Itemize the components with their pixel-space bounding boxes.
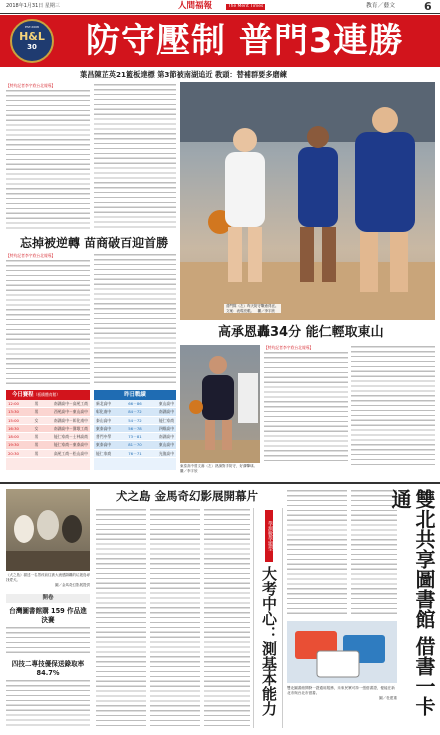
- story3-title: 高承恩轟34分 能仁輕取東山: [218, 325, 384, 340]
- story3-body-col2: [351, 345, 435, 465]
- schedule-today-header: [6, 390, 90, 400]
- schedule-today-row: [6, 450, 90, 458]
- story2-byline: 【特約記者李宇欣台北報導】: [6, 253, 56, 258]
- story3-body-col1: [264, 351, 348, 465]
- story1-body-col2: [94, 83, 176, 231]
- schedule-matchup: 高苑工商－松山高中: [53, 450, 88, 456]
- photo1-caption-text: 普門隊（左）昨天防守戰術得宜。: [226, 304, 279, 308]
- culture-body-col3: [204, 508, 250, 728]
- open-book-body1: [6, 626, 90, 656]
- result-home-team: 東泰高中: [96, 425, 112, 431]
- newspaper-logo: 人間福報: [178, 1, 213, 11]
- schedule-time: 18:00: [8, 434, 19, 440]
- newspaper-logo-en: The Merit Times: [228, 3, 264, 9]
- result-score: 66－86: [128, 400, 142, 406]
- schedule-matchup: 南湖高中－彰化南中: [53, 417, 88, 423]
- schedule-division: 男: [34, 450, 39, 456]
- page-number: 6: [424, 0, 432, 13]
- story3-byline: 【特約記者李宇欣台北報導】: [264, 345, 314, 350]
- library-cards-illustration: [287, 621, 397, 683]
- schedule-matchup: 西苑高中－東山高中: [53, 409, 88, 415]
- photo2-caption: [180, 464, 260, 474]
- result-home-team: 泰山高中: [96, 417, 112, 423]
- issue-date: 2018年1月31日 星期三: [6, 3, 60, 9]
- schedule-matchup: 南湖高中－鶯歌工商: [53, 425, 88, 431]
- schedule-time: 12:00: [8, 400, 19, 406]
- schedule-today-row: [6, 425, 90, 433]
- story2-body-col2: [94, 253, 176, 384]
- results-yesterday-table: [94, 390, 176, 470]
- exam-tag: 學測數學題型: [265, 510, 273, 562]
- photo3-caption: [287, 686, 397, 701]
- result-away-team: 光復高中: [158, 450, 174, 456]
- culture-title: 犬之島 金馬奇幻影展開幕片: [116, 489, 259, 503]
- culture-photo-credit: 圖／金馬奇幻影展提供: [55, 582, 90, 587]
- library-headline: 雙北共享圖書館 借書一卡通: [388, 489, 436, 716]
- story2-title: 忘掉被逆轉 苗商破百迎首勝: [20, 236, 169, 250]
- schedule-today-rows: [6, 400, 90, 458]
- basketball-players-illustration: [180, 82, 435, 320]
- dribbling-player-illustration: [180, 345, 260, 463]
- results-yesterday-rows: [94, 400, 176, 458]
- open-book-title1: 台灣圖書館購 159 作品進決賽: [9, 607, 87, 624]
- exam-headline-box: [253, 508, 283, 728]
- open-book-title2: 四技二專技優保送錄取率84.7%: [11, 660, 85, 677]
- story2-body-col1: [6, 259, 90, 384]
- exam-body: [287, 489, 347, 617]
- library-card-photo: [287, 621, 397, 683]
- dongtai-photo: [180, 345, 260, 463]
- schedule-matchup: 南湖高中－高苑工商: [53, 400, 88, 406]
- schedule-today-row: [6, 408, 90, 416]
- results-yesterday-header: 昨日戰績: [94, 390, 176, 400]
- result-score: 84－72: [128, 409, 142, 415]
- team-badge: [10, 19, 54, 63]
- section-label: 教育／藝文: [366, 3, 395, 9]
- result-home-team: 普門中學: [96, 434, 112, 440]
- photo1-credit: 文案：表現亮眼。 攝／李宇欣: [226, 308, 275, 313]
- schedule-today-row: [6, 441, 90, 449]
- masthead: [0, 0, 440, 14]
- photo2-credit: 攝／李宇欣: [180, 468, 198, 473]
- isle-of-dogs-photo: [6, 489, 90, 571]
- schedule-time: 13:30: [8, 409, 19, 415]
- schedule-today-row: [6, 417, 90, 425]
- schedule-today-title: 今日賽程: [12, 392, 34, 398]
- schedule-time: 16:30: [8, 425, 19, 431]
- result-away-team: 東山高中: [158, 400, 174, 406]
- section-divider: [0, 482, 440, 484]
- schedule-division: 男: [34, 442, 39, 448]
- headline-banner: [0, 15, 440, 67]
- photo3-caption-text: 雙北圖書館開發一證通用服務，未來民眾可持一張借書證，便能在新北市與台北市借書。: [287, 686, 395, 695]
- culture-photo-caption-text: 《犬之島》描述一名男孩前往被大流感隔離的垃圾島尋找愛犬。: [6, 573, 90, 582]
- schedule-today-subtitle: （板橋體育館）: [33, 392, 61, 397]
- schedule-today-table: [6, 390, 90, 470]
- result-row: [94, 433, 176, 441]
- culture-body-col2: [150, 508, 200, 728]
- photo2-caption-text: 東泰高中曾文壽（左）熟讀對手防守，好溝擊球。: [180, 464, 257, 468]
- culture-body-col1: [96, 508, 146, 728]
- photo1-caption: [224, 304, 281, 313]
- result-row: [94, 400, 176, 408]
- main-headline: 防守壓制 普門3連勝: [86, 21, 404, 61]
- result-score: 73－81: [128, 434, 142, 440]
- result-row: [94, 450, 176, 458]
- open-book-label: 開卷: [6, 594, 90, 603]
- dogs-illustration: [6, 489, 90, 571]
- result-score: 76－71: [128, 450, 142, 456]
- result-home-team: 能仁家商: [96, 450, 112, 456]
- result-away-team: 東山高中: [158, 442, 174, 448]
- culture-photo-caption: [6, 573, 90, 587]
- result-away-team: 能仁家商: [158, 417, 174, 423]
- schedule-time: 15:00: [8, 417, 19, 423]
- schedule-division: 男: [34, 434, 39, 440]
- result-score: 54－72: [128, 417, 142, 423]
- schedule-today-row: [6, 400, 90, 408]
- result-home-team: 東泰高中: [96, 442, 112, 448]
- headline-subtitle: 葉昌陳芷英21籃板達標 第3節被南湖追近 教頭：替補群要多磨練: [80, 70, 287, 79]
- result-score: 81－70: [128, 442, 142, 448]
- result-row: [94, 441, 176, 449]
- result-away-team: 南湖高中: [158, 409, 174, 415]
- schedule-division: 女: [34, 425, 39, 431]
- result-home-team: 彰化南中: [96, 409, 112, 415]
- result-row: [94, 425, 176, 433]
- schedule-matchup: 能仁家商－東泰高中: [53, 442, 88, 448]
- result-away-team: 南湖高中: [158, 434, 174, 440]
- result-row: [94, 408, 176, 416]
- schedule-time: 20:30: [8, 450, 19, 456]
- basketball-photo: [180, 82, 435, 320]
- result-score: 56－78: [128, 425, 142, 431]
- exam-headline: 大考中心：測基本能力: [260, 566, 278, 716]
- result-away-team: 四維高中: [158, 425, 174, 431]
- schedule-division: 男: [34, 409, 39, 415]
- photo3-credit: 圖／杜建重: [379, 696, 397, 700]
- team-badge-num: 30: [27, 43, 37, 51]
- schedule-time: 19:30: [8, 442, 19, 448]
- open-book-body2: [6, 679, 90, 729]
- team-badge-main: H&L: [19, 30, 45, 43]
- story1-byline: 【特約記者李宇欣台北報導】: [6, 83, 56, 88]
- schedule-division: 女: [34, 417, 39, 423]
- result-row: [94, 417, 176, 425]
- schedule-matchup: 能仁家商－士林高商: [53, 434, 88, 440]
- team-badge-top: EST.2008: [25, 25, 39, 29]
- schedule-today-row: [6, 433, 90, 441]
- story1-body-col1: [6, 89, 90, 231]
- schedule-division: 男: [34, 400, 39, 406]
- result-home-team: 新北高中: [96, 400, 112, 406]
